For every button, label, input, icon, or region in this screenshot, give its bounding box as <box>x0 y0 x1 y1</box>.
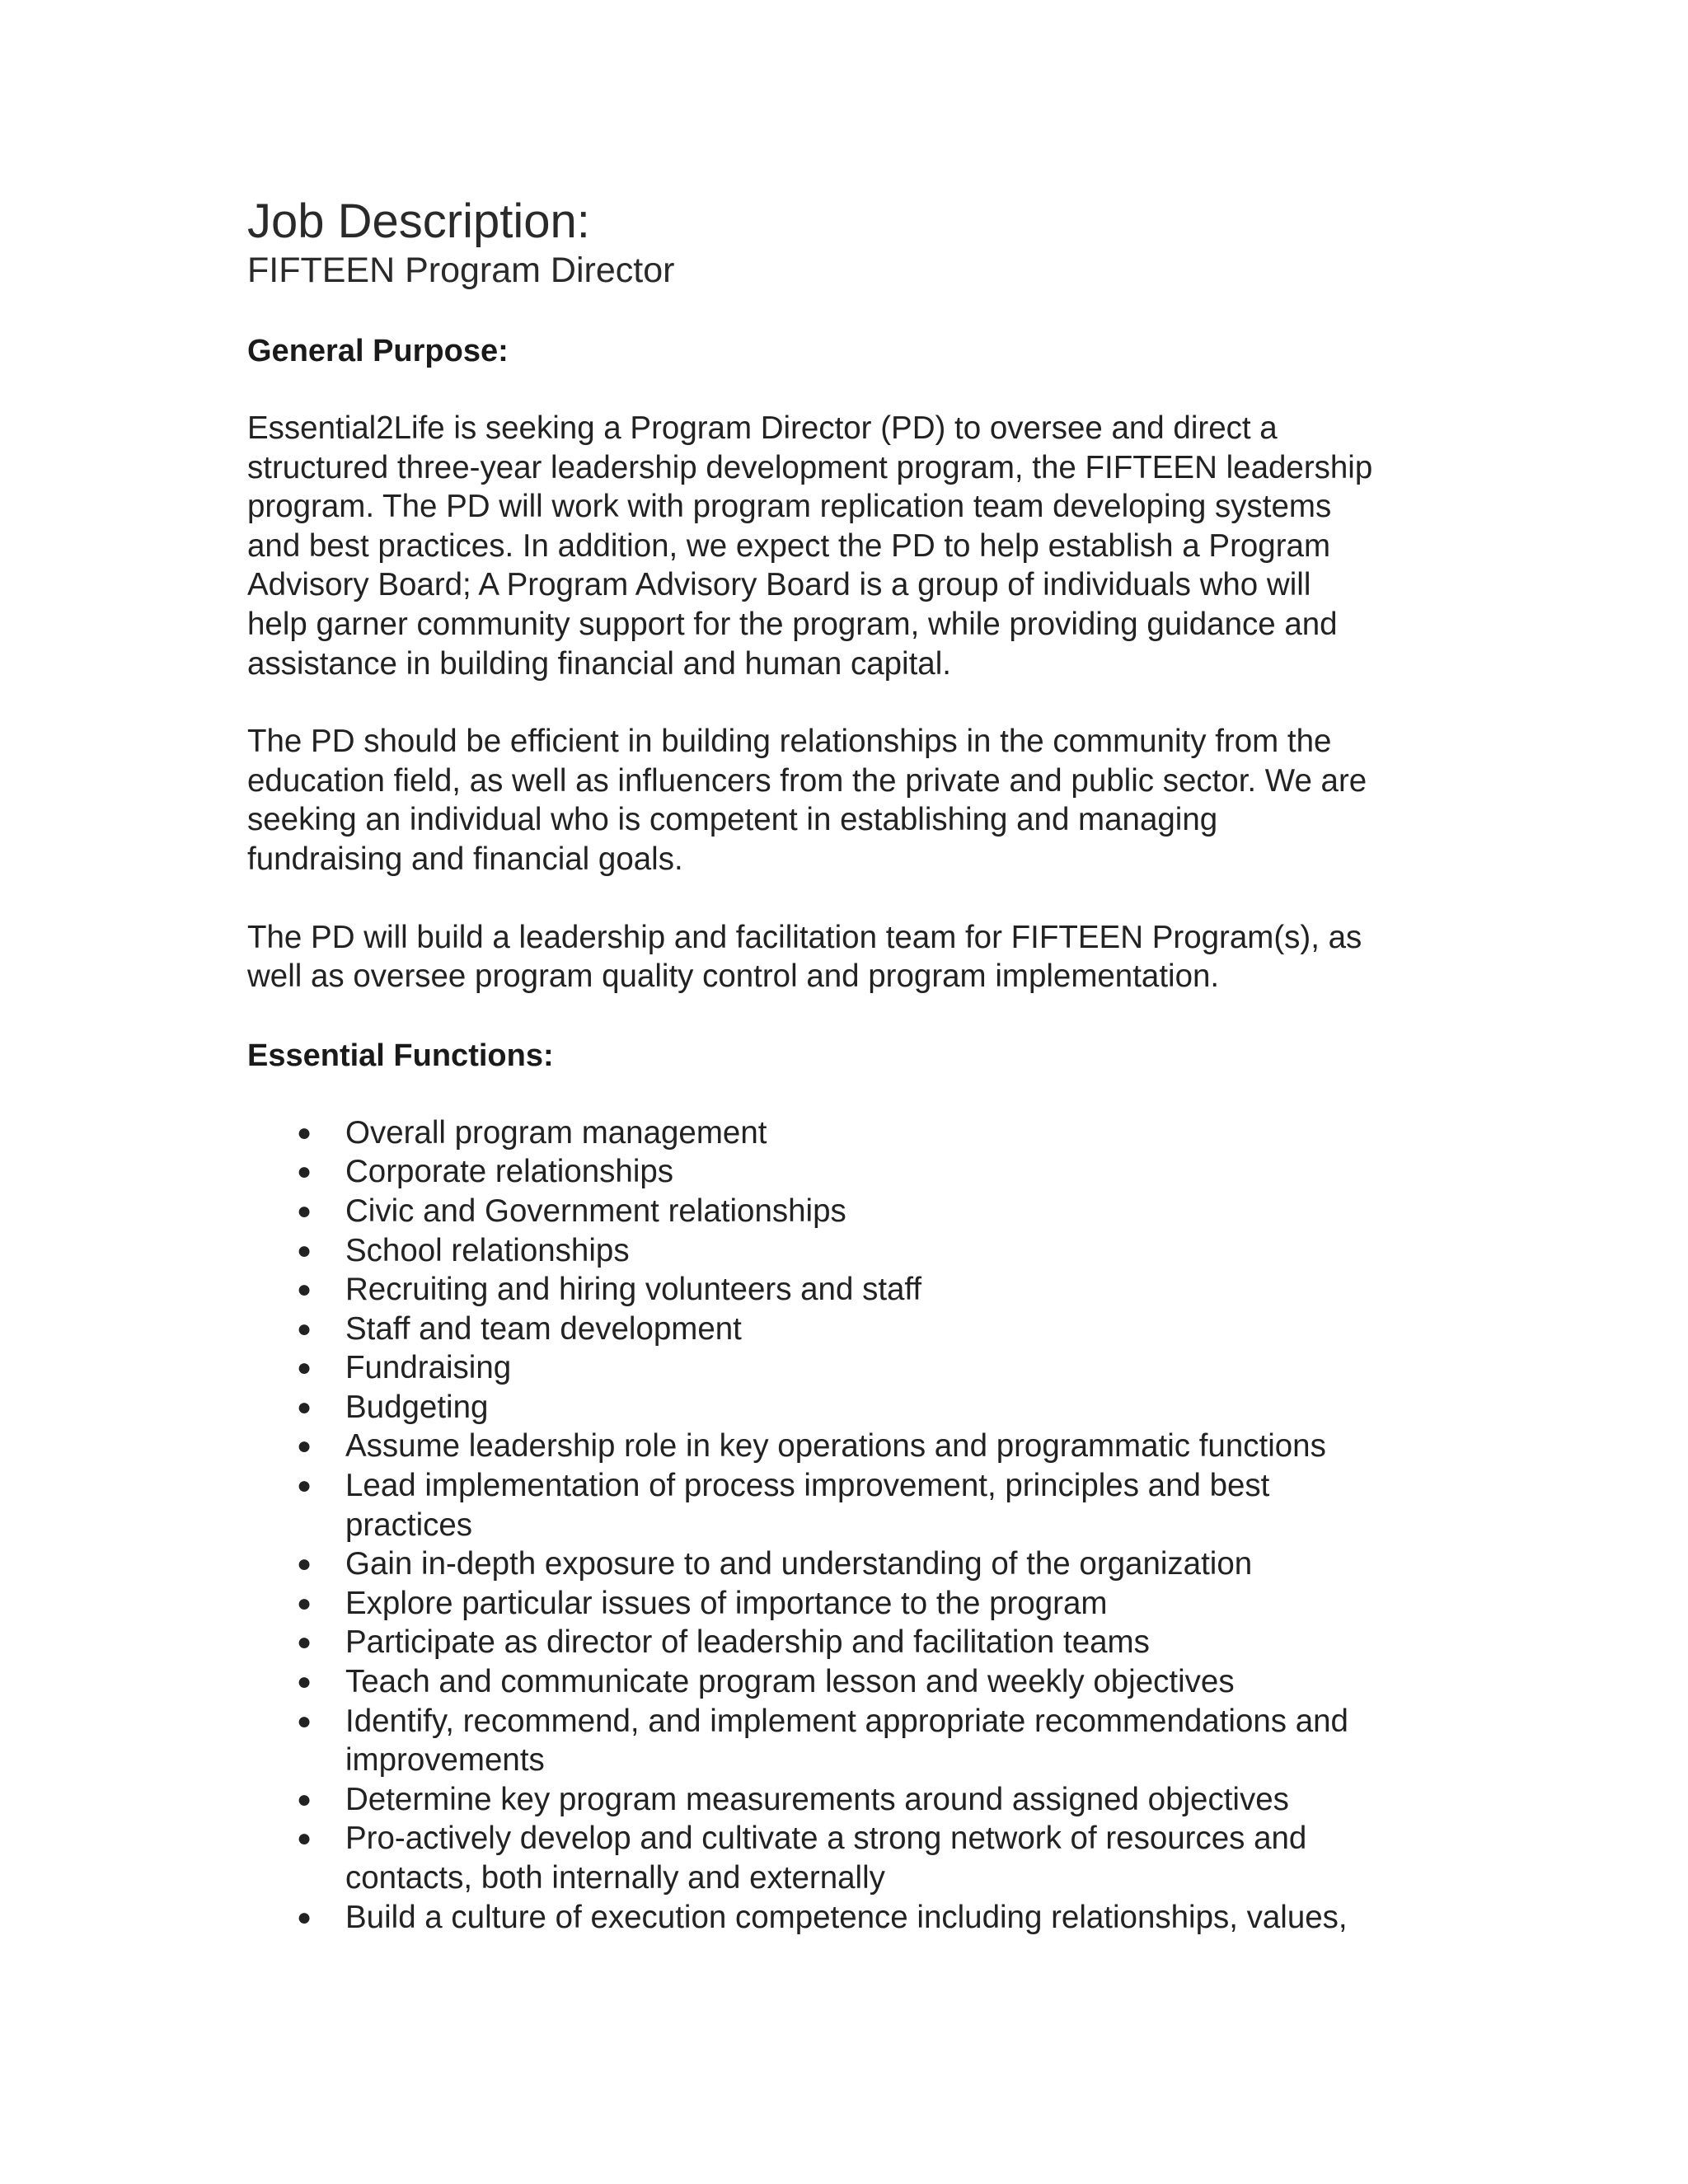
function-list-item <box>247 1466 1451 1544</box>
function-item-line: Explore particular issues of importance to the program <box>345 1585 1108 1621</box>
bullet-icon: ● <box>297 1118 312 1146</box>
function-item-line: Participate as director of leadership and facilitation teams <box>345 1624 1150 1661</box>
function-item-line: contacts, both internally and externally <box>345 1860 885 1896</box>
bullet-icon: ● <box>297 1197 312 1225</box>
bullet-icon: ● <box>297 1276 312 1304</box>
function-item-line: improvements <box>345 1742 545 1779</box>
paragraph-line: well as oversee program quality control and program implementation. <box>247 958 1220 995</box>
function-item-line: Lead implementation of process improvement, principles and best <box>345 1468 1270 1504</box>
function-item-line: Assume leadership role in key operations and programmatic functions <box>345 1428 1326 1465</box>
bullet-icon: ● <box>297 1825 312 1853</box>
function-item-line: Overall program management <box>345 1114 767 1151</box>
document-page <box>247 194 1451 1937</box>
function-list-item <box>247 1348 1451 1388</box>
function-list-item <box>247 1623 1451 1662</box>
paragraph-line: fundraising and financial goals. <box>247 841 683 877</box>
bullet-icon: ● <box>297 1550 312 1578</box>
essential-functions-list <box>247 1113 1451 1937</box>
function-item-line: Corporate relationships <box>345 1154 674 1190</box>
function-list-item <box>247 1152 1451 1192</box>
paragraph-line: Essential2Life is seeking a Program Director (PD) to oversee and direct a <box>247 410 1278 446</box>
bullet-icon: ● <box>297 1668 312 1696</box>
function-item-line: Determine key program measurements around assigned objectives <box>345 1781 1289 1817</box>
function-list-item <box>247 1898 1451 1938</box>
bullet-icon: ● <box>297 1707 312 1735</box>
function-item-line: Pro-actively develop and cultivate a strong network of resources and <box>345 1821 1307 1857</box>
function-item-line: Identify, recommend, and implement appropriate recommendations and <box>345 1703 1348 1739</box>
function-item-line: Build a culture of execution competence including relationships, values, <box>345 1899 1348 1935</box>
paragraph-line: education field, as well as influencers from the private and public sector. We are <box>247 762 1367 799</box>
function-list-item <box>247 1231 1451 1271</box>
paragraph-line: The PD should be efficient in building relationships in the community from the <box>247 724 1332 760</box>
relationships-paragraph <box>247 722 1451 879</box>
function-item-line: Fundraising <box>345 1350 512 1386</box>
paragraph-line: and best practices. In addition, we expect the PD to help establish a Program <box>247 527 1331 564</box>
function-list-item <box>247 1819 1451 1897</box>
purpose-paragraph <box>247 409 1451 683</box>
bullet-icon: ● <box>297 1393 312 1421</box>
function-item-line: Recruiting and hiring volunteers and staff <box>345 1272 922 1308</box>
function-item-line: Gain in-depth exposure to and understanding of the organization <box>345 1546 1253 1582</box>
function-item-line: School relationships <box>345 1232 630 1268</box>
bullet-icon: ● <box>297 1629 312 1657</box>
document-subtitle: FIFTEEN Program Director <box>247 251 675 290</box>
function-list-item <box>247 1780 1451 1820</box>
paragraph-line: structured three-year leadership development program, the FIFTEEN leadership <box>247 449 1373 485</box>
bullet-icon: ● <box>297 1158 312 1186</box>
function-list-item <box>247 1192 1451 1231</box>
team-paragraph <box>247 918 1451 996</box>
function-list-item <box>247 1270 1451 1310</box>
bullet-icon: ● <box>297 1589 312 1617</box>
bullet-icon: ● <box>297 1472 312 1500</box>
function-list-item <box>247 1584 1451 1624</box>
function-item-line: Staff and team development <box>345 1310 742 1347</box>
bullet-icon: ● <box>297 1903 312 1931</box>
bullet-icon: ● <box>297 1785 312 1813</box>
function-list-item <box>247 1702 1451 1780</box>
paragraph-line: The PD will build a leadership and facilitation team for FIFTEEN Program(s), as <box>247 919 1362 955</box>
bullet-icon: ● <box>297 1315 312 1343</box>
paragraph-line: seeking an individual who is competent in establishing and managing <box>247 802 1218 838</box>
function-list-item <box>247 1113 1451 1153</box>
function-item-line: practices <box>345 1507 473 1543</box>
paragraph-line: assistance in building financial and human capital. <box>247 645 951 682</box>
general-purpose-heading: General Purpose: <box>247 334 509 368</box>
function-list-item <box>247 1310 1451 1349</box>
function-item-line: Teach and communicate program lesson and weekly objectives <box>345 1664 1235 1700</box>
document-title: Job Description: <box>247 194 590 248</box>
function-list-item <box>247 1388 1451 1427</box>
bullet-icon: ● <box>297 1432 312 1460</box>
function-item-line: Budgeting <box>345 1389 489 1425</box>
bullet-icon: ● <box>297 1236 312 1264</box>
paragraph-line: program. The PD will work with program replication team developing systems <box>247 489 1332 525</box>
function-list-item <box>247 1427 1451 1466</box>
paragraph-line: help garner community support for the program, while providing guidance and <box>247 606 1338 642</box>
bullet-icon: ● <box>297 1354 312 1382</box>
function-item-line: Civic and Government relationships <box>345 1193 846 1229</box>
essential-functions-heading: Essential Functions: <box>247 1038 554 1073</box>
function-list-item <box>247 1662 1451 1702</box>
function-list-item <box>247 1544 1451 1584</box>
paragraph-line: Advisory Board; A Program Advisory Board is a group of individuals who will <box>247 567 1311 603</box>
